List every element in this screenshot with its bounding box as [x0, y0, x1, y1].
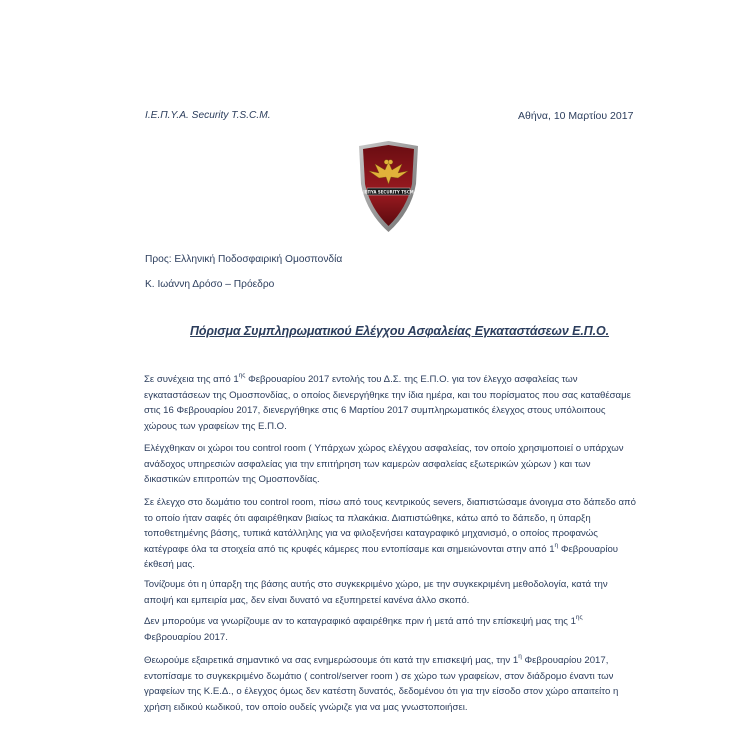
recipient-name: Κ. Ιωάννη Δρόσο – Πρόεδρο — [145, 279, 275, 290]
document-title: Πόρισμα Συμπληρωματικού Ελέγχου Ασφαλείας Εγκαταστάσεων Ε.Π.Ο. — [190, 324, 609, 338]
company-name: Ι.Ε.Π.Υ.Α. Security T.S.C.M. — [145, 110, 271, 121]
recipient-line: Προς: Ελληνική Ποδοσφαιρική Ομοσπονδία — [145, 254, 343, 265]
paragraph-4: Τονίζουμε ότι η ύπαρξη της βάσης αυτής στο συγκεκριμένο χώρο, με την συγκεκριμένη μεθοδολογία, κατά την αποψή και εμπειρία μας, δεν είναι δυνατό να εξυπηρετεί κανένα άλλο σκοπό. — [144, 579, 608, 606]
paragraph-6: Θεωρούμε εξαιρετικά σημαντικό να σας ενημερώσουμε ότι κατά την επισκεψή μας, την $1^\eta$ Φεβρουαρίου 2017, εντοπίσαμε το συγκεκριμένο δωμάτιο ( control/server room ) σε χώρο των γραφείων, στον διάδρομο έναντι των γραφείων της Κ.Ε.Δ., ο έλεγχος όμως δεν κατέστη δυνατός, δεδομένου ότι για την είσοδο στον χώρο απαιτείτο η χρήση ειδικού κωδικού, τον οποίο ουδείς γνώριζε για να μας γνωστοποιήσει. — [144, 653, 619, 713]
paragraph-5: Δεν μπορούμε να γνωρίζουμε αν το καταγραφικό αφαιρέθηκε πριν ή μετά από την επίσκεψή μας της $1^{\eta\varsigma}$ Φεβρουαρίου 2017. — [144, 614, 583, 643]
paragraph-3: Σε έλεγχο στο δωμάτιο του control room, πίσω από τους κεντρικούς severs, διαπιστώσαμε άνοιγμα στο δάπεδο από το οποίο ήταν σαφές ότι αφαιρέθηκαν βιαίως τα πλακάκια. Διαπιστώθηκε, κάτω από το δάπεδο, η ύπαρξη τοποθετημένης βάσης, τυπικά κατάλληλης για να φιλοξενήσει καταγραφικό μηχανισμό, ο οποίος προφανώς κατέγραφε όλα τα στοιχεία από τις κρυφές κάμερες που εντοπίσαμε και σημειώνονται στην από $1^\eta$ Φεβρουαρίου έκθεσή μας. — [144, 497, 636, 570]
paragraph-2: Ελέγχθηκαν οι χώροι του control room ( Υπάρχων χώρος ελέγχου ασφαλείας, τον οποίο χρησιμοποιεί ο υπάρχων ανάδοχος υπηρεσιών ασφαλείας για την επιτήρηση των καμερών ασφαλείας εξωτερικών χώρων ) και των δικαστικών επιτροπών της Ομοσπονδίας. — [144, 443, 624, 485]
logo-text: IEΠYA SECURITY TSCM — [363, 189, 414, 195]
company-logo-icon — [355, 140, 422, 234]
paragraph-1: Σε συνέχεια της από $1^{\eta\varsigma}$ Φεβρουαρίου 2017 εντολής του Δ.Σ. της Ε.Π.Ο. για τον έλεγχο ασφαλείας των εγκαταστάσεων της Ομοσπονδίας, ο οποίος διενεργήθηκε την ίδια ημέρα, και του πορίσματος που σας καταθέσαμε στις 16 Φεβρουαρίου 2017, διενεργήθηκε στις 6 Μαρτίου 2017 συμπληρωματικός έλεγχος στους υπόλοιπους χώρους των γραφείων της Ε.Π.Ο. — [144, 372, 631, 432]
letter-date: Αθήνα, 10 Μαρτίου 2017 — [518, 110, 634, 122]
